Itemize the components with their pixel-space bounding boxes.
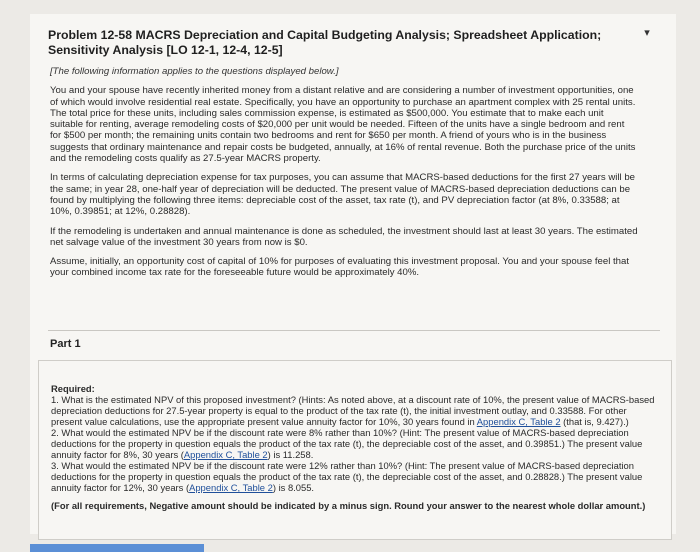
problem-content (50, 66, 638, 287)
appendix-link-1[interactable]: Appendix C, Table 2 (476, 416, 561, 427)
instructions-note: (For all requirements, Negative amount should be indicated by a minus sign. Round your answer to the nearest whole dollar amount.) (51, 500, 646, 511)
intro-note: [The following information applies to the questions displayed below.] (50, 66, 339, 77)
problem-sheet (30, 14, 676, 534)
answer-tab-bar[interactable] (30, 544, 204, 552)
chevron-down-icon[interactable]: ▾ (644, 27, 650, 39)
paragraph-3: If the remodeling is undertaken and annual maintenance is done as scheduled, the investment should last at least 30 years. The estimated net salvage value of the investment 30 years from now is $0. (50, 225, 638, 248)
question-1: 1. What is the estimated NPV of this proposed investment? (Hints: As noted above, at a discount rate of 10%, the present value of MACRS-based depreciation deductions for 27.5-year property is equal to the product of the tax rate (t), the initial investment outlay, and 0.33588. For other present value calculations, use the appropriate present value annuity factor for 10%, 30 years found in Appendix C, Table 2 (that is, 9.427).) (51, 394, 655, 427)
paragraph-2: In terms of calculating depreciation expense for tax purposes, you can assume that MACRS-based deductions for the first 27 years will be the same; in year 28, one-half year of depreciation will be deducted. The present value of MACRS-based depreciation deductions can be found by multiplying the following three items: depreciable cost of the asset, tax rate (t), and PV depreciation factor (at 8%, 0.33588; at 10%, 0.39851; at 12%, 0.28828). (50, 172, 635, 218)
problem-title: Problem 12-58 MACRS Depreciation and Capital Budgeting Analysis; Spreadsheet Application; Sensitivity Analysis [LO 12-1, 12-4, 12-5] (48, 28, 602, 57)
question-2: 2. What would the estimated NPV be if the discount rate were 8% rather than 10%? (Hint: The present value of MACRS-based depreciation deductions for the property in question equals the product of the tax rate (t), the depreciable cost of the asset, and 0.39851.) The present value annuity factor for 8%, 30 years (Appendix C, Table 2) is 11.258. (51, 427, 643, 460)
appendix-link-2[interactable]: Appendix C, Table 2 (183, 449, 268, 460)
question-3: 3. What would the estimated NPV be if the discount rate were 12% rather than 10%? (Hint: The present value of MACRS-based depreciation deductions for the property in question equals the product of the tax rate (t), the depreciable cost of the asset, and 0.28828.) The present value annuity factor for 12%, 30 years (Appendix C, Table 2) is 8.055. (51, 460, 643, 493)
part-label: Part 1 (50, 338, 81, 350)
paragraph-4: Assume, initially, an opportunity cost of capital of 10% for purposes of evaluating this investment proposal. You and your spouse feel that your combined income tax rate for the foreseeable future would be approximately 40%. (50, 256, 629, 279)
required-heading: Required: (51, 383, 95, 394)
appendix-link-3[interactable]: Appendix C, Table 2 (189, 482, 273, 493)
requirements-box (38, 360, 672, 540)
paragraph-1: You and your spouse have recently inherited money from a distant relative and are considering a number of investment opportunities, one of which would involve residential real estate. Specifically, you have an opportunity to purchase an apartment complex with 25 rental units. The total price for these units, including sales commission expense, is estimated as $500,000. You estimate that to make each unit suitable for renting, average remodeling costs of $20,000 per unit would be needed. Fifteen of the units have a single bedroom and rent for $500 per month; the remaining units contain two bedrooms and rent for $650 per month. A friend of yours who is in the business suggests that ordinary maintenance and repair costs be budgeted, annually, at 16% of rental revenue. Both the purchase price of the units and the remodeling costs qualify as 27.5-year MACRS property. (50, 85, 636, 165)
divider (48, 330, 660, 331)
